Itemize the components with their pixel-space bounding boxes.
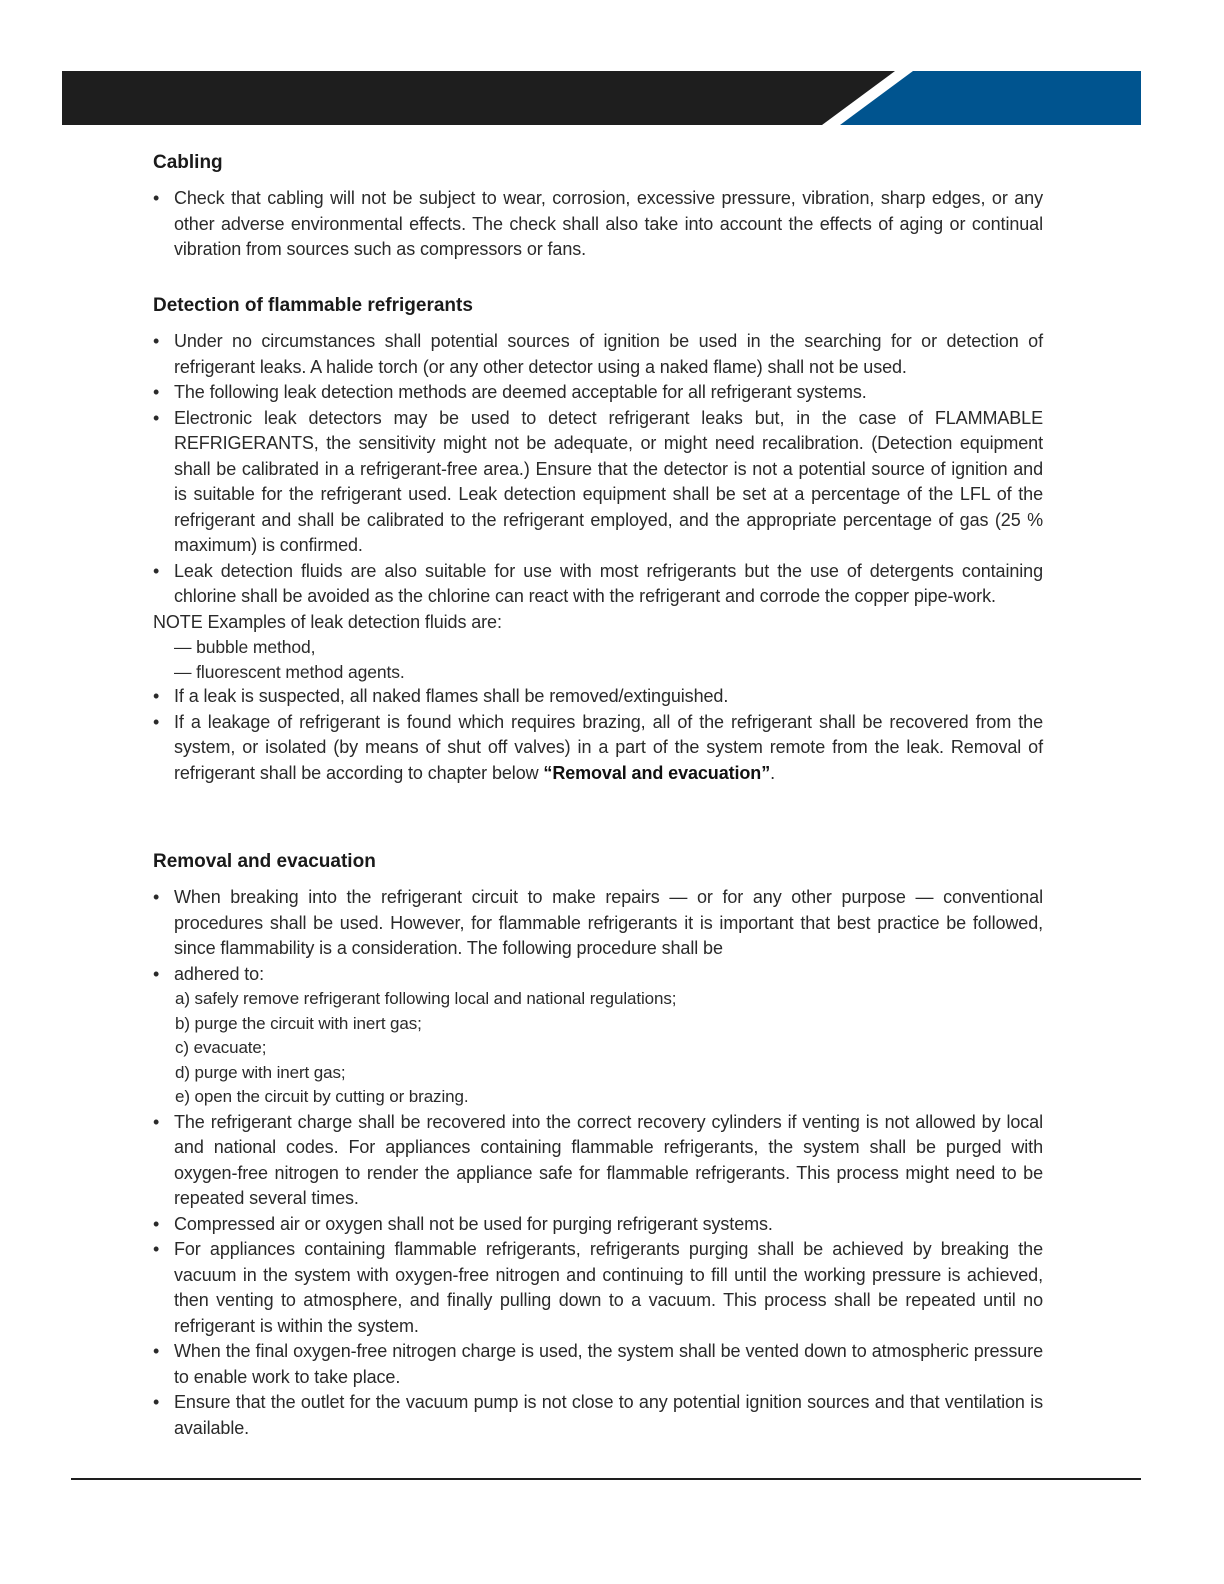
footer-rule [71, 1478, 1141, 1480]
list-item [153, 1237, 1043, 1339]
list-item [153, 1339, 1043, 1390]
bullet-list [153, 885, 1043, 1441]
item-text: b) purge the circuit with inert gas; [175, 1013, 422, 1033]
header-blue-band [840, 71, 1141, 125]
item-text: d) purge with inert gas; [175, 1062, 346, 1082]
item-text: For appliances containing flammable refrigerants, refrigerants purging shall be achieved by breaking the vacuum in the system with oxygen-free nitrogen and continuing to fill until the working pressure is achieved, then venting to atmosphere, and finally pulling down to a vacuum. This process shall be repeated until no refrigerant is within the system. [174, 1239, 1043, 1336]
item-text: Check that cabling will not be subject to wear, corrosion, excessive pressure, vibration, sharp edges, or any other adverse environmental effects. The check shall also take into account the effects of aging or continual vibration from sources such as compressors or fans. [174, 188, 1043, 259]
list-item [153, 1110, 1043, 1212]
item-text: Ensure that the outlet for the vacuum pump is not close to any potential ignition sources and that ventilation is available. [174, 1392, 1043, 1438]
header-dark-band [62, 71, 895, 125]
item-text: NOTE Examples of leak detection fluids are: [153, 611, 502, 632]
list-item [153, 962, 1043, 988]
section-heading: Cabling [153, 152, 223, 173]
bullet-list [153, 329, 1043, 786]
bullet-list [153, 186, 1043, 263]
item-text: The refrigerant charge shall be recovered into the correct recovery cylinders if venting is not allowed by local and national codes. For appliances containing flammable refrigerants, the system shall be purged with oxygen-free nitrogen to render the appliance safe for flammable refrigerants. This process might need to be repeated several times. [174, 1111, 1043, 1208]
step-item [153, 1012, 1043, 1037]
item-text: Under no circumstances shall potential sources of ignition be used in the searching for or detection of refrigerant leaks. A halide torch (or any other detector using a naked flame) shall not be used. [174, 331, 1043, 377]
dash-item [153, 635, 1043, 660]
step-item [153, 1085, 1043, 1110]
bold-reference: “Removal and evacuation” [543, 762, 771, 783]
section-cabling [153, 150, 1043, 263]
list-item [153, 186, 1043, 263]
item-text: Compressed air or oxygen shall not be used for purging refrigerant systems. [174, 1213, 773, 1234]
list-item [153, 1390, 1043, 1441]
item-text: Leak detection fluids are also suitable for use with most refrigerants but the use of detergents containing chlorine shall be avoided as the chlorine can react with the refrigerant and corrode the copper pipe-work. [174, 560, 1043, 606]
item-text: If a leakage of refrigerant is found which requires brazing, all of the refrigerant shall be recovered from the system, or isolated (by means of shut off valves) in a part of the system remote from the leak. Removal of refrigerant shall be according to chapter below [174, 711, 1043, 783]
item-text: If a leak is suspected, all naked flames shall be removed/extinguished. [174, 686, 729, 706]
item-text: c) evacuate; [175, 1038, 267, 1057]
note-text [153, 610, 1043, 636]
list-item [153, 885, 1043, 962]
step-item [153, 987, 1043, 1012]
section-detection [153, 293, 1043, 786]
item-text: When breaking into the refrigerant circuit to make repairs — or for any other purpose — conventional procedures shall be used. However, for flammable refrigerants it is important that best practice be followed, since flammability is a consideration. The following procedure shall be [174, 887, 1043, 958]
list-item [153, 684, 1043, 710]
section-heading: Removal and evacuation [153, 851, 376, 872]
item-text: Electronic leak detectors may be used to detect refrigerant leaks but, in the case of FLAMMABLE REFRIGERANTS, the sensitivity might not be adequate, or might need recalibration. (Detection equipment shall be calibrated in a refrigerant-free area.) Ensure that the detector is not a potential source of ignition and is suitable for the refrigerant used. Leak detection equipment shall be set at a percentage of the LFL of the refrigerant and shall be calibrated to the refrigerant employed, and the appropriate percentage of gas (25 % maximum) is confirmed. [174, 407, 1043, 555]
item-text-end: . [770, 762, 775, 783]
list-item [153, 329, 1043, 380]
list-item [153, 710, 1043, 787]
item-text: — fluorescent method agents. [174, 661, 405, 682]
list-item [153, 380, 1043, 406]
dash-item [153, 660, 1043, 685]
list-item [153, 559, 1043, 610]
item-text: e) open the circuit by cutting or brazing. [175, 1087, 469, 1106]
list-item [153, 1212, 1043, 1238]
list-item [153, 406, 1043, 559]
item-text: adhered to: [174, 963, 264, 984]
item-text: a) safely remove refrigerant following local and national regulations; [175, 989, 677, 1008]
section-removal [153, 849, 1043, 1441]
section-heading: Detection of flammable refrigerants [153, 295, 473, 316]
header-banner [62, 71, 1141, 125]
item-text: The following leak detection methods are deemed acceptable for all refrigerant systems. [174, 382, 867, 402]
item-text: When the final oxygen-free nitrogen charge is used, the system shall be vented down to atmospheric pressure to enable work to take place. [174, 1341, 1043, 1387]
step-item [153, 1061, 1043, 1086]
step-item [153, 1036, 1043, 1061]
item-text: — bubble method, [174, 637, 316, 657]
